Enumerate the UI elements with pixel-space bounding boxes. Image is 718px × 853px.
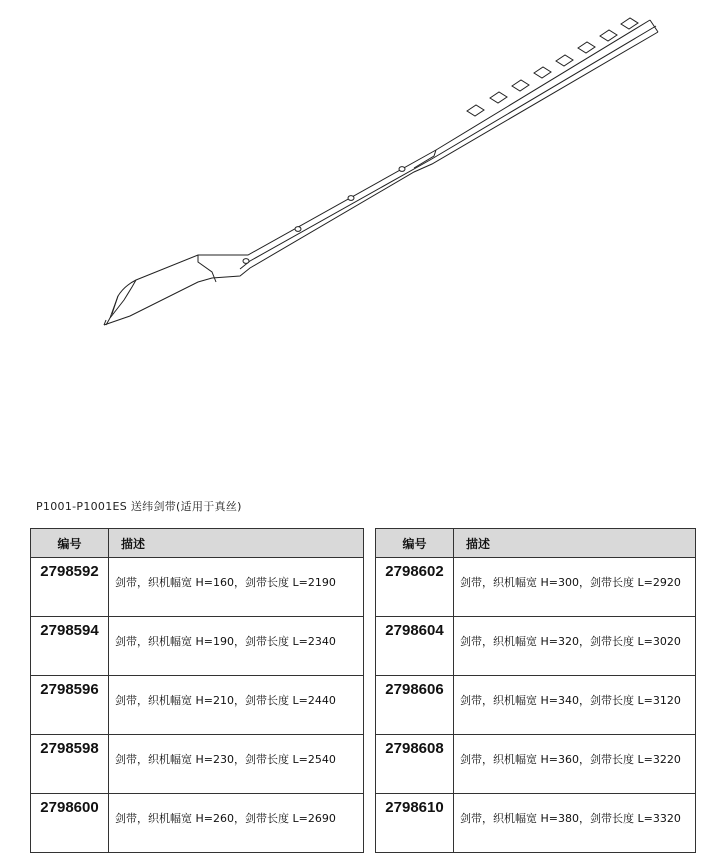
part-code: 2798606 bbox=[376, 676, 454, 735]
column-header-code: 编号 bbox=[31, 529, 109, 558]
part-description: 剑带，织机幅宽 H=320，剑带长度 L=3020 bbox=[454, 617, 696, 676]
table-header-row bbox=[31, 529, 364, 558]
table-row bbox=[376, 676, 696, 735]
part-code: 2798598 bbox=[31, 735, 109, 794]
column-header-description: 描述 bbox=[109, 529, 364, 558]
table-header-row bbox=[376, 529, 696, 558]
part-description: 剑带，织机幅宽 H=260，剑带长度 L=2690 bbox=[109, 794, 364, 853]
table-row bbox=[376, 558, 696, 617]
parts-table-left bbox=[30, 528, 364, 853]
part-description: 剑带，织机幅宽 H=340，剑带长度 L=3120 bbox=[454, 676, 696, 735]
column-header-description: 描述 bbox=[454, 529, 696, 558]
part-code: 2798610 bbox=[376, 794, 454, 853]
part-code: 2798604 bbox=[376, 617, 454, 676]
table-row bbox=[376, 735, 696, 794]
part-description: 剑带，织机幅宽 H=210，剑带长度 L=2440 bbox=[109, 676, 364, 735]
part-code: 2798596 bbox=[31, 676, 109, 735]
parts-table-right bbox=[375, 528, 696, 853]
part-description: 剑带，织机幅宽 H=360，剑带长度 L=3220 bbox=[454, 735, 696, 794]
table-row bbox=[31, 735, 364, 794]
table-row bbox=[376, 794, 696, 853]
table-row bbox=[31, 617, 364, 676]
section-caption: P1001-P1001ES 送纬剑带(适用于真丝) bbox=[36, 500, 242, 513]
rapier-tape-illustration bbox=[0, 0, 718, 400]
part-description: 剑带，织机幅宽 H=380，剑带长度 L=3320 bbox=[454, 794, 696, 853]
part-code: 2798602 bbox=[376, 558, 454, 617]
part-description: 剑带，织机幅宽 H=230，剑带长度 L=2540 bbox=[109, 735, 364, 794]
part-code: 2798594 bbox=[31, 617, 109, 676]
column-header-code: 编号 bbox=[376, 529, 454, 558]
table-row bbox=[31, 558, 364, 617]
part-description: 剑带，织机幅宽 H=160，剑带长度 L=2190 bbox=[109, 558, 364, 617]
part-code: 2798608 bbox=[376, 735, 454, 794]
table-row bbox=[31, 794, 364, 853]
part-description: 剑带，织机幅宽 H=190，剑带长度 L=2340 bbox=[109, 617, 364, 676]
table-row bbox=[376, 617, 696, 676]
table-row bbox=[31, 676, 364, 735]
part-code: 2798592 bbox=[31, 558, 109, 617]
part-code: 2798600 bbox=[31, 794, 109, 853]
part-description: 剑带，织机幅宽 H=300，剑带长度 L=2920 bbox=[454, 558, 696, 617]
